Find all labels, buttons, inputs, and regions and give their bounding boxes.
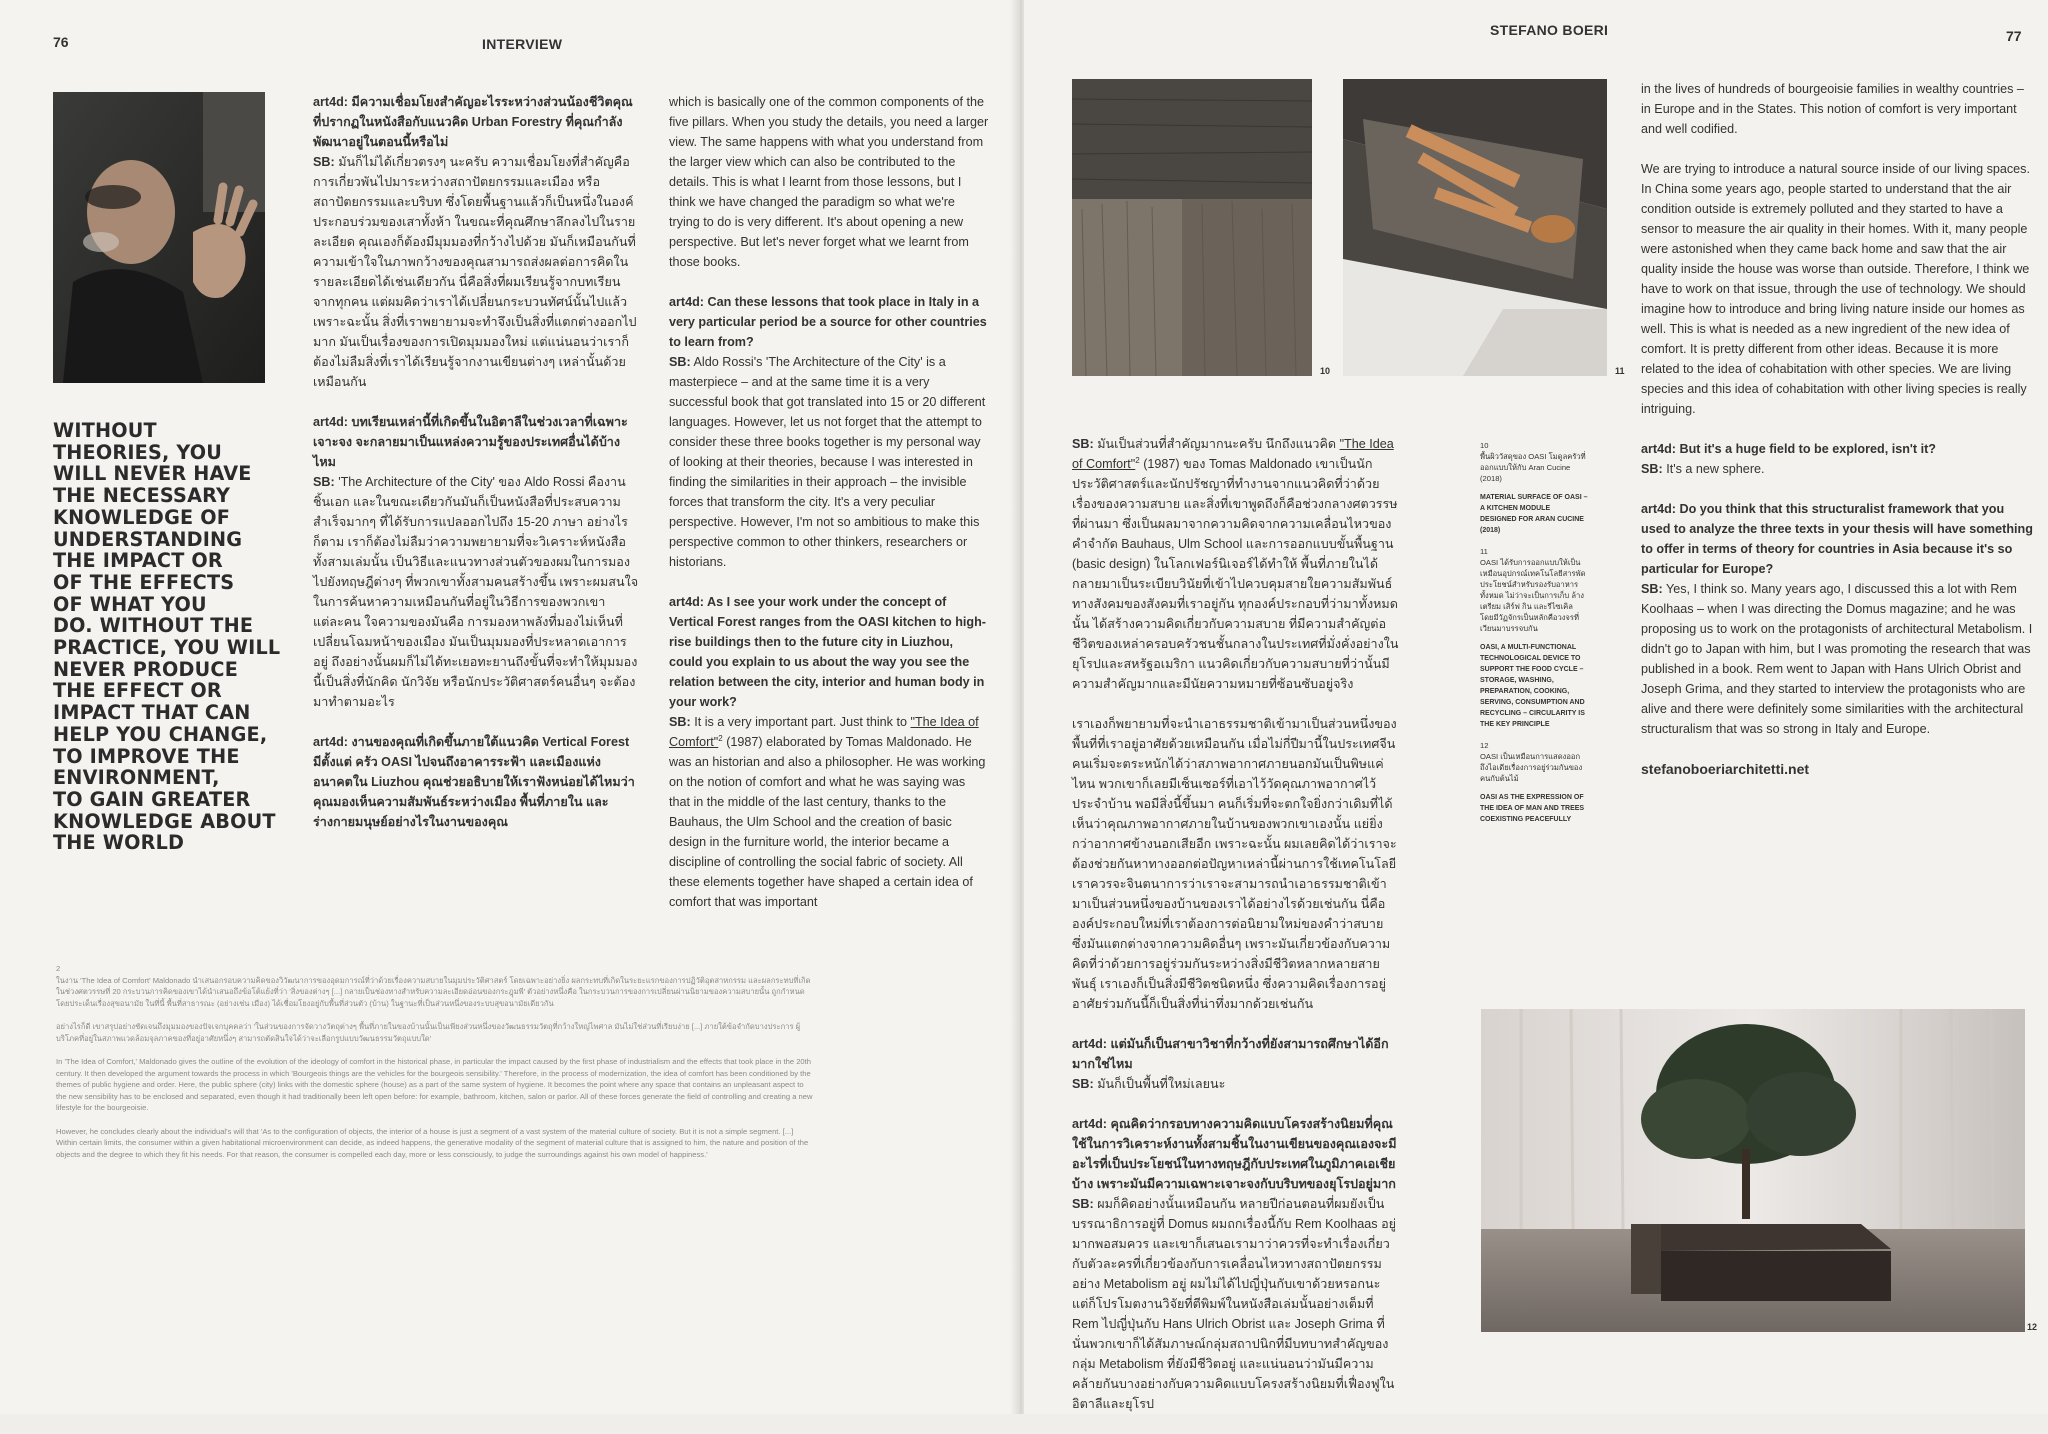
caption-10-number: 10 (1480, 441, 1489, 450)
speaker-label: SB: (1072, 1197, 1094, 1211)
plate-12-illustration (1481, 1009, 2025, 1332)
footnote-thai-1: ในงาน 'The Idea of Comfort' Maldonado นำเสนอกรอบความคิดของวิวัฒนาการของอุดมการณ์ที่ว่าด้วยเรื่องความสบายในมุมประวัติศาสตร์ โดยเฉพาะอย่างยิ่ง ผลกระทบที่เกิดในระยะแรกของการปฏิวัติอุตสาหกรรม และผลกระทบที่เกิดในช่วงศตวรรษที่ 20 กระบวนการคิดของเขาได้นำเสนอถึงข้อโต้แย้งที่ว่า 'สิ่งของต่างๆ [...] กลายเป็นช่องทางสำหรับความละเอียดอ่อนของกระฎุมพี' ตัวอย่างหนึ่งคือ ในกระบวนการของการเปลี่ยนผ่านนิยามของความสบายนั้น ถูกกำหนดโดยประเด็นเรื่องสุขอนามัย ในที่นี้ พื้นที่สาธารณะ (อย่างเช่น เมือง) ได้เชื่อมโยงอยู่กับพื้นที่ส่วนตัว (บ้าน) ในฐานะที่เป็นส่วนหนึ่งของระบบสุขอนามัยเดียวกัน (56, 975, 811, 1008)
website-link[interactable]: stefanoboeriarchitetti.net (1641, 761, 1810, 777)
question-3-en: art4d: As I see your work under the concept of Vertical Forest ranges from the OASI kitchen to high-rise buildings then to the future city in Liuzhou, could you explain to us about the way you see the relation between the city, interior and human body in your work? (669, 595, 987, 709)
answer-3-en-start: It is a very important part. Just think to (694, 715, 911, 729)
caption-11-thai: OASI ได้รับการออกแบบให้เป็นเหมือนอุปกรณ์เทคโนโลยีสารพัดประโยชน์สำหรับรองรับอาหารทั้งหมด ไม่ว่าจะเป็นการเก็บ ล้าง เตรียม เสิร์ฟ กิน และรีไซเคิล โดยมีวัฏจักรเป็นหลักคือวงจรที่เวียนมาบรรจบกัน (1480, 558, 1586, 633)
left-page-number: 76 (53, 34, 69, 50)
portrait-photo (53, 92, 265, 383)
question-1-thai: art4d: มีความเชื่อมโยงสำคัญอะไรระหว่างส่วนน้องชีวิตคุณที่ปรากฏในหนังสือกับแนวคิด Urban Forestry ที่คุณกำลังพัฒนาอยู่ในตอนนี้หรือไม่ (313, 95, 633, 149)
plate-12-tree-kitchen (1481, 1009, 2025, 1332)
speaker-label: SB: (669, 715, 691, 729)
answer-5-en: Yes, I think so. Many years ago, I discussed this a lot with Rem Koolhaas – when I was directing the Domus magazine; and he was proposing us to work on the protagonists of architectural Metabolism. I didn't go to Japan with him, but I was promoting the research that was published in a book. Rem went to Japan with Hans Ulrich Obrist and Joseph Grima, and they started to interview the protagonists who are alive and there were definitely some similarities with the architectural structuralism that was so strong in Italy and Europe. (1641, 582, 2033, 736)
left-page (0, 0, 1016, 1414)
speaker-label: SB: (1072, 437, 1094, 451)
footnote-en-1: In 'The Idea of Comfort,' Maldonado gives the outline of the evolution of the ideology of comfort in the historical phase, in particular the impact caused by the first phase of industrialism and the effects that took place in the 20th century. It then developed the argument towards the process in which 'Bourgeois things are the vehicles for the bourgeois sensibility.' Therefore, in the process of modernization, the idea of comfort has been conditioned by the themes of public hygiene and order. Here, the public sphere (city) links with the domestic sphere (house) as a part of the same system of hygiene. It becomes the point where any space that contains an unpleasant aspect to the new sensibility has to be enclosed and separated, even though it had traditionally been left open before: for example, bathroom, kitchen, salon or parlor. All of these forces generate the field of controlling and creating a new lifestyle for the bourgeoisie. (56, 1057, 813, 1112)
question-3-thai: art4d: งานของคุณที่เกิดขึ้นภายใต้แนวคิด Vertical Forest มีตั้งแต่ ครัว OASI ไปจนถึงอาคารระฟ้า และเมืองแห่งอนาคตใน Liuzhou คุณช่วยอธิบายให้เราฟังหน่อยได้ไหมว่าคุณมองเห็นความสัมพันธ์ระหว่างเมือง พื้นที่ภายใน และร่างกายมนุษย์อย่างไรในงานของคุณ (313, 735, 635, 829)
left-english-column (669, 92, 989, 932)
footnotes (56, 963, 816, 1172)
caption-12 (1480, 740, 1588, 825)
answer-3-en-cont: in the lives of hundreds of bourgeoisie families in wealthy countries – in Europe and in the States. This notion of comfort is very important and well codified. (1641, 82, 2024, 136)
answer-4-en: It's a new sphere. (1666, 462, 1765, 476)
caption-10-thai: พื้นผิววัสดุของ OASI โมดูลครัวที่ออกแบบให้กับ Aran Cucine (2018) (1480, 452, 1586, 483)
speaker-label: SB: (1641, 582, 1663, 596)
answer-5-thai: ผมก็คิดอย่างนั้นเหมือนกัน หลายปีก่อนตอนที่ผมยังเป็นบรรณาธิการอยู่ที่ Domus ผมถกเรื่องนี้กับ Rem Koolhaas อยู่มากพอสมควร และเขาก็เสนอเรามาว่าควรที่จะทำเรื่องเกี่ยวกับตัวละครที่เกี่ยวข้องกับการเคลื่อนไหวทางสถาปัตยกรรมอย่าง Metabolism อยู่ ผมไม่ได้ไปญี่ปุ่นกับเขาด้วยหรอกนะ แต่ก็โปรโมตงานวิจัยที่ตีพิมพ์ในหนังสือเล่มนั้นอย่างเต็มที่ Rem ไปญี่ปุ่นกับ Hans Ulrich Obrist และ Joseph Grima ที่นั่นพวกเขาก็ได้สัมภาษณ์กลุ่มสถาปนิกที่มีบทบาทสำคัญของกลุ่ม Metabolism ที่ยังมีชีวิตอยู่ และแน่นอนว่ามันมีความคล้ายกันบางอย่างกับความคิดแบบโครงสร้างนิยมที่เฟื่องฟูในอิตาลีและยุโรป (1072, 1197, 1397, 1411)
right-thai-column (1072, 434, 1400, 1434)
caption-11-english: OASI, A MULTI-FUNCTIONAL TECHNOLOGICAL DEVICE TO SUPPORT THE FOOD CYCLE – STORAGE, WASHING, PREPARATION, COOKING, SERVING, CONSUMPTION AND RECYCLING – CIRCULARITY IS THE KEY PRINCIPLE (1480, 644, 1585, 728)
speaker-label: SB: (313, 475, 335, 489)
plate-12-number: 12 (2027, 1322, 2038, 1332)
question-2-en: art4d: Can these lessons that took place in Italy in a very particular period be a source for other countries to learn from? (669, 295, 987, 349)
left-thai-column (313, 92, 639, 852)
speaker-label: SB: (1072, 1077, 1094, 1091)
idea-of-comfort-reference: "The Idea of Comfort" (669, 715, 979, 749)
right-page-number: 77 (2006, 28, 2022, 44)
question-2-thai: art4d: บทเรียนเหล่านี้ที่เกิดขึ้นในอิตาลีในช่วงเวลาที่เฉพาะเจาะจง จะกลายมาเป็นแหล่งความรู้ของประเทศอื่นได้บ้างไหม (313, 415, 628, 469)
pull-quote: WITHOUT THEORIES, YOU WILL NEVER HAVE THE NECESSARY KNOWLEDGE OF UNDERSTANDING THE IMPACT OR OF THE EFFECTS OF WHAT YOU DO. WITHOUT THE PRACTICE, YOU WILL NEVER PRODUCE THE EFFECT OR IMPACT THAT CAN HELP YOU CHANGE, TO IMPROVE THE ENVIRONMENT, TO GAIN GREATER KNOWLEDGE ABOUT THE WORLD (53, 419, 281, 855)
caption-10 (1480, 440, 1588, 536)
answer-3-en-rest: (1987) elaborated by Tomas Maldonado. He was an historian and also a philosopher. He was working on the notion of comfort and what he was saying was that in the middle of the last century, thanks to the Bauhaus, the Ulm School and the creation of basic design in the furniture world, the interior became a discipline of controlling the social fabric of society. All these elements together have shaped a certain idea of comfort that was important (669, 735, 986, 909)
question-4-en: art4d: But it's a huge field to be explored, isn't it? (1641, 442, 1936, 456)
answer-2-en: Aldo Rossi's 'The Architecture of the City' is a masterpiece – and at the same time it is a very successful book that got translated into 15 or 20 different languages. However, let us not forget that the attempt to consider these three books together is my personal way of looking at their theories, because I was interested in finding the similarities in their approach – the invisible forces that transform the city. It's a very peculiar perspective. However, I'm not so ambitious to make this perspective common to other thinkers, researchers or historians. (669, 355, 986, 569)
question-4-thai: art4d: แต่มันก็เป็นสาขาวิชาที่กว้างที่ยังสามารถศึกษาได้อีกมากใช่ไหม (1072, 1037, 1389, 1071)
plate-10-number: 10 (1320, 366, 1331, 376)
left-running-head: INTERVIEW (482, 36, 563, 52)
caption-11 (1480, 546, 1588, 730)
plate-11-illustration (1343, 79, 1607, 376)
speaker-label: SB: (1641, 462, 1663, 476)
caption-11-number: 11 (1480, 547, 1488, 556)
footnote-thai-2: อย่างไรก็ดี เขาสรุปอย่างชัดเจนถึงมุมมองของปัจเจกบุคคลว่า 'ในส่วนของการจัดวางวัตถุต่างๆ พื้นที่ภายในของบ้านนั้นเป็นเพียงส่วนหนึ่งของวัฒนธรรมวัตถุที่กว้างใหญ่ไพศาล มันไม่ใช่ส่วนที่เรียบง่าย [...] ภายใต้ข้อจำกัดบางประการ ผู้บริโภคที่อยู่ในสภาพแวดล้อมจุลภาคของที่อยู่อาศัยหนึ่งๆ สามารถตัดสินใจได้ว่าจะเลือกรูปแบบวัฒนธรรมวัตถุแบบใด' (56, 1022, 801, 1043)
photo-captions (1480, 440, 1588, 835)
answer-4-thai: มันก็เป็นพื้นที่ใหม่เลยนะ (1097, 1077, 1226, 1091)
footnote-en-2: However, he concludes clearly about the individual's will that 'As to the configuration of objects, the interior of a house is just a segment of a vast system of the material culture of society. But it is not a simple segment. [...] Within certain limits, the consumer within a given habitational microenvironment can decide, as indeed happens, the generative modality of the segment of material culture that is assigned to him, the nature and position of the objects and the degree to which they fit his needs. For that reason, the consumer is compelled each day, more or less consciously, to judge the surroundings against his own model of happiness.' (56, 1126, 809, 1159)
right-english-column (1641, 79, 2033, 799)
right-running-head: STEFANO BOERI (1490, 22, 1609, 38)
footnote-marker: 2 (718, 733, 723, 743)
caption-12-english: OASI AS THE EXPRESSION OF THE IDEA OF MAN AND TREES COEXISTING PEACEFULLY (1480, 794, 1585, 823)
caption-10-english: MATERIAL SURFACE OF OASI – A KITCHEN MODULE DESIGNED FOR ARAN CUCINE (2018) (1480, 494, 1588, 534)
speaker-label: SB: (313, 155, 335, 169)
caption-12-number: 12 (1480, 741, 1489, 750)
idea-of-comfort-reference-thai: "The Idea of Comfort" (1072, 437, 1394, 471)
question-5-en: art4d: Do you think that this structuralist framework that you used to analyze the three texts in your thesis will have something to offer in terms of theory for countries in Asia because it's so particular for Europe? (1641, 502, 2033, 576)
plate-10-wood-surface (1072, 79, 1312, 376)
footnote-number: 2 (56, 964, 61, 973)
caption-12-thai: OASI เป็นเหมือนการแสดงออกถึงไอเดียเรื่องการอยู่ร่วมกันของคนกับต้นไม้ (1480, 752, 1583, 783)
plate-11-number: 11 (1615, 366, 1625, 376)
answer-1-thai: มันก็ไม่ได้เกี่ยวตรงๆ นะครับ ความเชื่อมโยงที่สำคัญคือการเกี่ยวพันไปมาระหว่างสถาปัตยกรรมและเมือง หรือสถาปัตยกรรมและบริบท ซึ่งโดยพื้นฐานแล้วก็เป็นหนึ่งในองค์ประกอบร่วมของเสาทั้งห้า ในขณะที่คุณศึกษาลึกลงไปในรายละเอียด คุณเองก็ต้องมีมุมมองที่กว้างไปด้วย มันก็เหมือนกันที่ความเข้าใจในภาพกว้างของคุณสามารถส่งผลต่อการคิดในรายละเอียดได้เช่นเดียวกัน นี่คือสิ่งที่ผมเรียนรู้จากบทเรียนจากทุกคน แต่ผมคิดว่าเราได้เปลี่ยนกระบวนทัศน์นั้นไปแล้ว เพราะฉะนั้น สิ่งที่เราพยายามจะทำจึงเป็นสิ่งที่แตกต่างออกไปมาก มันเป็นเรื่องของการเปิดมุมมองใหม่ แต่แน่นอนว่าเราก็ต้องไม่ลืมสิ่งที่เราได้เรียนรู้จากงานเขียนต่างๆ เหล่านั้นด้วยเหมือนกัน (313, 155, 637, 389)
answer-3-thai-rest: (1987) ของ Tomas Maldonado เขาเป็นนักประวัติศาสตร์และนักปรัชญาที่ทำงานจากแนวคิดที่ว่าด้วยเรื่องของความสบาย และสิ่งที่เขาพูดถึงก็คือช่วงกลางศตวรรษที่ผ่านมา ซึ่งเป็นผลมาจากความคิดจากความเคลื่อนไหวของคำจำกัด Bauhaus, Ulm School และการออกแบบขั้นพื้นฐาน (basic design) ในโลกเฟอร์นิเจอร์ได้ทำให้ พื้นที่ภายในได้กลายมาเป็นระเบียบวินัยที่เข้าไปควบคุมสายใยความสัมพันธ์ทางสังคมของสังคมที่เราอยู่กัน ทุกองค์ประกอบที่ว่ามาทั้งหมดนั้น ได้สร้างความคิดเกี่ยวกับความสบาย ที่มีความสำคัญต่อชีวิตของเหล่าครอบครัวชนชั้นกลางในประเทศที่มั่งคั่งอย่างในยุโรปและสหรัฐอเมริกา แนวคิดเกี่ยวกับความสบายที่ว่านั้นมีความสำคัญมากและมีนัยความหมายที่ซ้อนซับอยู่จริง (1072, 457, 1399, 691)
plate-10-illustration (1072, 79, 1312, 376)
answer-3-thai-cont: เราเองก็พยายามที่จะนำเอาธรรมชาติเข้ามาเป็นส่วนหนึ่งของพื้นที่ที่เราอยู่อาศัยด้วยเหมือนกัน เมื่อไม่กี่ปีมานี้ในประเทศจีน คนเริ่มจะตระหนักได้ว่าสภาพอากาศภายนอกมันเป็นพิษแค่ไหน พวกเขาก็เลยมีเซ็นเซอร์ที่เอาไว้วัดคุณภาพอากาศไว้ประจำบ้าน พอมีสิ่งนี้ขึ้นมา คนก็เริ่มที่จะตกใจยิ่งกว่าเดิมที่ได้เห็นว่าคุณภาพอากาศภายในบ้านของพวกเขาเองนั้น แย่ยิ่งกว่าอากาศข้างนอกเสียอีก เพราะฉะนั้น ผมเลยคิดได้ว่าเราจะต้องช่วยกันหาทางออกต่อปัญหาเหล่านี้ผ่านการใช้เทคโนโลยี เราควรจะจินตนาการว่าเราจะสามารถนำเอาธรรมชาติเข้ามาเป็นส่วนหนึ่งของบ้านของเราได้อย่างไรด้วยเช่นกัน นี่คือองค์ประกอบใหม่ที่เราต้องการต่อนิยามใหม่ของคำว่าสบาย ซึ่งมันแตกต่างจากความคิดอื่นๆ เพราะมันเกี่ยวข้องกับความคิดที่ว่าด้วยการอยู่ร่วมกันระหว่างสิ่งมีชีวิตหลากหลายสายพันธุ์ เราเองก็เป็นสิ่งมีชีวิตชนิดหนึ่ง ซึ่งความคิดเรื่องการอยู่อาศัยร่วมกันนี้ก็เป็นสิ่งที่น่าทึ่งมากด้วยเช่นกัน (1072, 717, 1397, 1011)
question-5-thai: art4d: คุณคิดว่ากรอบทางความคิดแบบโครงสร้างนิยมที่คุณใช้ในการวิเคราะห์งานทั้งสามชิ้นในงานเขียนของคุณเองจะมีอะไรที่เป็นประโยชน์ในทางทฤษฎีกับประเทศในภูมิภาคเอเชียบ้าง เพราะมันมีความเฉพาะเจาะจงกับบริบทของยุโรปอยู่มาก (1072, 1117, 1397, 1191)
footnote-marker: 2 (1135, 455, 1140, 465)
answer-1-en-cont: which is basically one of the common components of the five pillars. When you study the details, you need a larger view. The same happens with what you understand from the larger view which can also be contributed to the details. This is what I learnt from those lessons, but I think we have changed the paradigm so what we're trying to do is very different. It's about opening a new perspective. But let's never forget what we learnt from those books. (669, 95, 989, 269)
speaker-label: SB: (669, 355, 691, 369)
answer-2-thai: 'The Architecture of the City' ของ Aldo Rossi คืองานชิ้นเอก และในขณะเดียวกันมันก็เป็นหนังสือที่ประสบความสำเร็จมากๆ ที่ได้รับการแปลออกไปถึง 15-20 ภาษา อย่างไรก็ตาม เราก็ต้องไม่ลืมว่าความพยายามที่จะวิเคราะห์หนังสือทั้งสามเล่มนั้น เป็นวิธีและแนวทางส่วนตัวของผมในการมองไปยังทฤษฎีต่างๆ ที่พวกเขาทั้งสามคนสร้างขึ้น เพราะผมสนใจในการค้นหาความเหมือนกันที่อยู่ในวิธีการของพวกเขา แต่ละคน ใจความของมันคือ การมองหาพลังที่มองไม่เห็นที่เปลี่ยนโฉมหน้าของเมือง มันเป็นมุมมองที่ประหลาดเอาการอยู่ ถึงอย่างนั้นผมก็ไม่ได้ทะเยอทะยานถึงขั้นที่จะทำให้มุมมองนี้เป็นสิ่งที่นักคิด นักวิจัย หรือนักประวัติศาสตร์คนอื่นๆ จะต้องมาทำตามอะไร (313, 475, 639, 709)
right-page (1024, 0, 2048, 1414)
portrait-photo-illustration (53, 92, 265, 383)
answer-3-thai-start: มันเป็นส่วนที่สำคัญมากนะครับ นึกถึงแนวคิด (1097, 437, 1340, 451)
answer-3-en-cont-2: We are trying to introduce a natural source inside of our living spaces. In China some years ago, people started to understand that the air condition outside is extremely polluted and they started to have a sensor to measure the air quality in their homes. With it, many people were astonished when they came back home and saw that the air quality inside the house was worse than outside. Therefore, I think we have to work on that issue, through the use of technology. We should imagine how to introduce and bring living nature inside our homes as well. This is what is needed as a new ingredient of the new idea of comfort. It is pretty different from other ideas. Because it is more related to the idea of cohabitation with other species. We are living species and this idea of cohabitation with other living species is really intriguing. (1641, 162, 2030, 416)
plate-11-drawer (1343, 79, 1607, 376)
